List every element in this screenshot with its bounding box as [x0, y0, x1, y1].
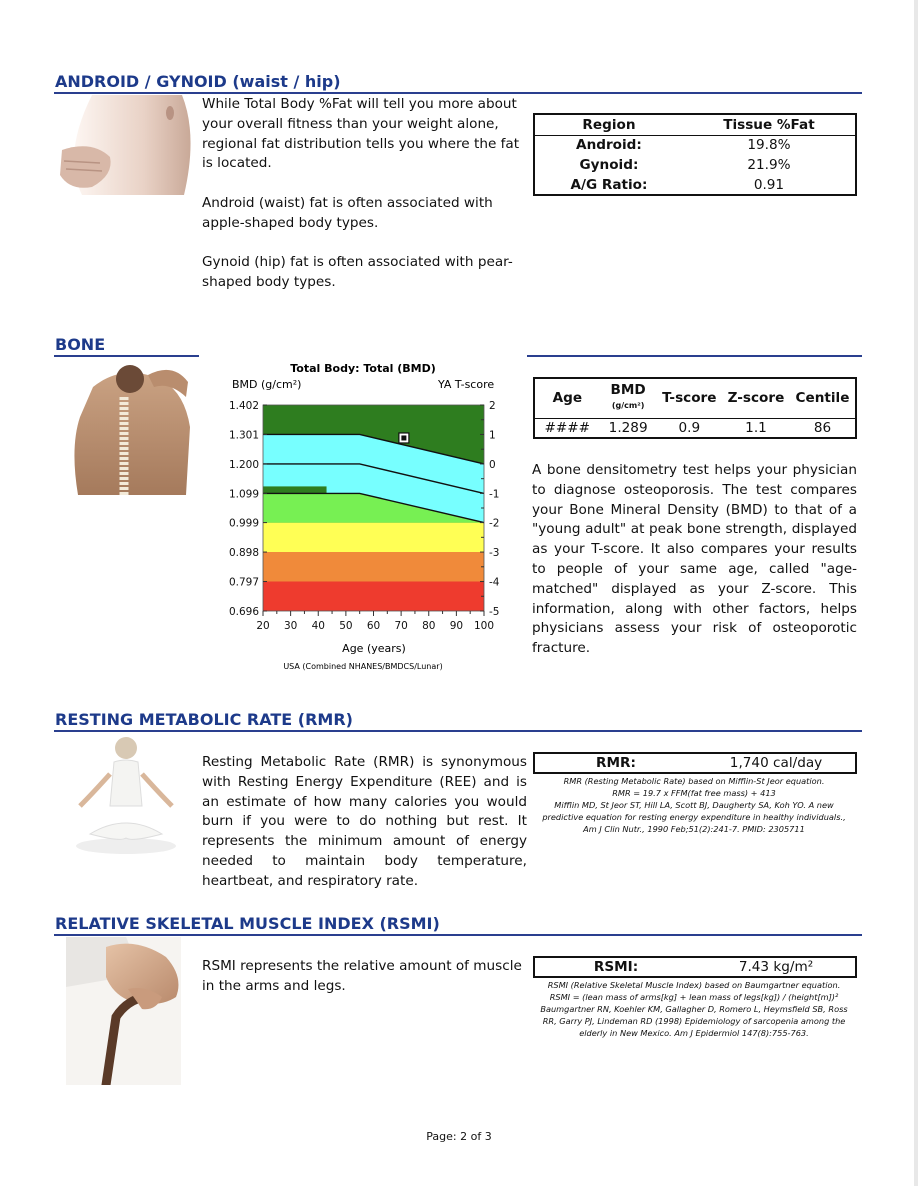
row-label: Gynoid: — [579, 157, 639, 173]
age-value: #### — [544, 419, 591, 436]
bone-table — [533, 377, 857, 439]
rsmi-foot-line-2: RSMI = (lean mass of arms[kg] + lean mass of legs[kg]) / (height[m])² — [549, 992, 839, 1002]
chart-x-tick-label: 70 — [394, 620, 408, 632]
chart-x-tick-label: 50 — [339, 620, 353, 632]
rmr-foot-line-1: RMR (Resting Metabolic Rate) based on Mifflin-St Jeor equation. — [563, 776, 825, 786]
rmr-section-title: RESTING METABOLIC RATE (RMR) — [55, 710, 353, 729]
android-rule — [54, 92, 862, 94]
chart-x-tick-label: 30 — [283, 620, 298, 632]
rmr-value: 1,740 cal/day — [729, 755, 823, 771]
rmr-foot-line-2: RMR = 19.7 x FFM(fat free mass) + 413 — [612, 788, 776, 798]
waist-photo — [52, 95, 196, 195]
z-score-value: 1.1 — [745, 419, 767, 436]
chart-band-yellow — [263, 523, 484, 552]
bmd-header-unit: (g/cm²) — [611, 401, 645, 411]
chart-x-tick-label: 100 — [473, 620, 495, 632]
chart-y-tick-label: 1.402 — [228, 400, 259, 412]
rsmi-footnote — [535, 979, 853, 1039]
rsmi-label: RSMI: — [593, 959, 639, 975]
age-header: Age — [552, 390, 583, 407]
chart-t-tick-label: 0 — [489, 458, 496, 471]
chart-t-tick-label: 1 — [489, 429, 496, 442]
table-row — [534, 175, 856, 195]
chart-t-tick-label: -5 — [489, 606, 500, 618]
rmr-label: RMR: — [596, 755, 636, 771]
android-section-title: ANDROID / GYNOID (waist / hip) — [55, 72, 341, 91]
chart-x-tick-label: 40 — [311, 620, 325, 632]
chart-x-tick-label: 80 — [422, 620, 436, 632]
chart-x-tick-label: 20 — [256, 620, 270, 632]
bone-rule-right — [527, 355, 862, 357]
rsmi-rule — [54, 934, 862, 936]
bmd-chart — [225, 358, 525, 676]
centile-header: Centile — [795, 390, 850, 407]
rmr-rule — [54, 730, 862, 732]
chart-band-orange — [263, 552, 484, 581]
table-row — [534, 155, 856, 175]
chart-x-tick-label: 90 — [449, 620, 464, 632]
chart-y-label: BMD (g/cm²) — [232, 378, 302, 391]
bone-description: A bone densitometry test helps your physician to diagnose osteoporosis. The test compares your Bone Mineral Density (BMD) to that of a "young adult" at peak bone strength, displayed as your T-score. It also compares your results to people of your same age, called "age-matched" displayed as your Z-score. This information, along with other factors, helps physicians assess your risk of osteoporotic fracture. — [532, 462, 857, 657]
spine-photo — [58, 357, 196, 495]
t-score-header: T-score — [662, 390, 717, 407]
rmr-description: Resting Metabolic Rate (RMR) is synonymous with Resting Energy Expenditure (REE) and is an estimate of how many calories you would burn if you were to do nothing but rest. It represents the minimum amount of energy needed to maintain body temperature, heartbeat, and respiratory rate. — [202, 754, 527, 889]
chart-y-tick-label: 0.696 — [228, 606, 259, 618]
row-value: 0.91 — [753, 176, 785, 193]
chart-x-tick-label: 60 — [366, 620, 381, 632]
chart-title: Total Body: Total (BMD) — [290, 362, 436, 375]
rsmi-box — [533, 956, 857, 978]
table-row — [534, 418, 856, 438]
chart-t-tick-label: 2 — [489, 400, 496, 412]
bmd-header — [600, 378, 657, 418]
android-paragraph-3: Gynoid (hip) fat is often associated with pear-shaped body types. — [202, 254, 513, 290]
chart-y-tick-label: 0.797 — [228, 576, 259, 589]
chart-y-tick-label: 1.301 — [228, 429, 259, 442]
chart-y-tick-label: 1.200 — [228, 458, 259, 471]
chart-x-label: Age (years) — [342, 642, 406, 655]
chart-y-tick-label: 0.898 — [228, 547, 259, 560]
chart-band-red — [263, 582, 484, 611]
rsmi-section-title: RELATIVE SKELETAL MUSCLE INDEX (RSMI) — [55, 914, 440, 933]
chart-source: USA (Combined NHANES/BMDCS/Lunar) — [283, 662, 443, 671]
rsmi-foot-line-3: Baumgartner RN, Koehler KM, Gallagher D, Romero L, Heymsfield SB, Ross RR, Garry PJ, Lindeman RD (1998) Epidemiology of sarcopenia among the elderly in New Mexico. Am J Epidermiol 147(8):755-763. — [540, 1004, 848, 1038]
chart-t-tick-label: -2 — [489, 517, 500, 530]
row-label: A/G Ratio: — [570, 176, 648, 193]
chart-y-tick-label: 0.999 — [228, 517, 259, 530]
chart-t-tick-label: -4 — [489, 576, 500, 589]
page-number: Page: 2 of 3 — [426, 1130, 492, 1143]
table-row — [534, 135, 856, 155]
z-score-header: Z-score — [727, 390, 785, 407]
tissue-fat-header: Tissue %Fat — [723, 116, 815, 133]
rmr-footnote — [535, 775, 853, 835]
cane-photo — [66, 937, 181, 1085]
android-gynoid-table — [533, 113, 857, 196]
chart-band-strip — [263, 486, 327, 493]
bmd-header-label: BMD — [610, 382, 646, 399]
row-value: 19.8% — [747, 137, 791, 154]
chart-t-tick-label: -3 — [489, 547, 500, 560]
row-label: Android: — [576, 137, 642, 154]
rmr-foot-line-3: Mifflin MD, St Jeor ST, Hill LA, Scott BJ, Daugherty SA, Koh YO. A new predictive equation for resting energy expenditure in healthy individuals., Am J Clin Nutr., 1990 Feb;51(2):241-7. PMID: 2305711 — [542, 800, 846, 834]
centile-value: 86 — [813, 419, 832, 436]
region-header: Region — [582, 116, 636, 133]
meditation-photo — [72, 734, 180, 856]
row-value: 21.9% — [747, 157, 791, 173]
chart-y-right-label: YA T-score — [438, 378, 495, 391]
android-paragraph-2: Android (waist) fat is often associated with apple-shaped body types. — [202, 195, 493, 231]
rmr-box — [533, 752, 857, 774]
android-paragraph-1: While Total Body %Fat will tell you more about your overall fitness than your weight alone, regional fat distribution tells you where the fat is located. — [202, 96, 520, 172]
chart-patient-marker-dot — [401, 435, 406, 440]
bmd-value: 1.289 — [608, 419, 648, 436]
bone-section-title: BONE — [55, 335, 106, 354]
rsmi-value: 7.43 kg/m² — [738, 959, 814, 975]
chart-t-tick-label: -1 — [489, 488, 500, 501]
rsmi-description: RSMI represents the relative amount of muscle in the arms and legs. — [202, 958, 522, 994]
chart-y-tick-label: 1.099 — [228, 488, 259, 501]
page-edge — [914, 0, 918, 1186]
t-score-value: 0.9 — [678, 419, 701, 436]
rsmi-foot-line-1: RSMI (Relative Skeletal Muscle Index) based on Baumgartner equation. — [547, 980, 841, 990]
